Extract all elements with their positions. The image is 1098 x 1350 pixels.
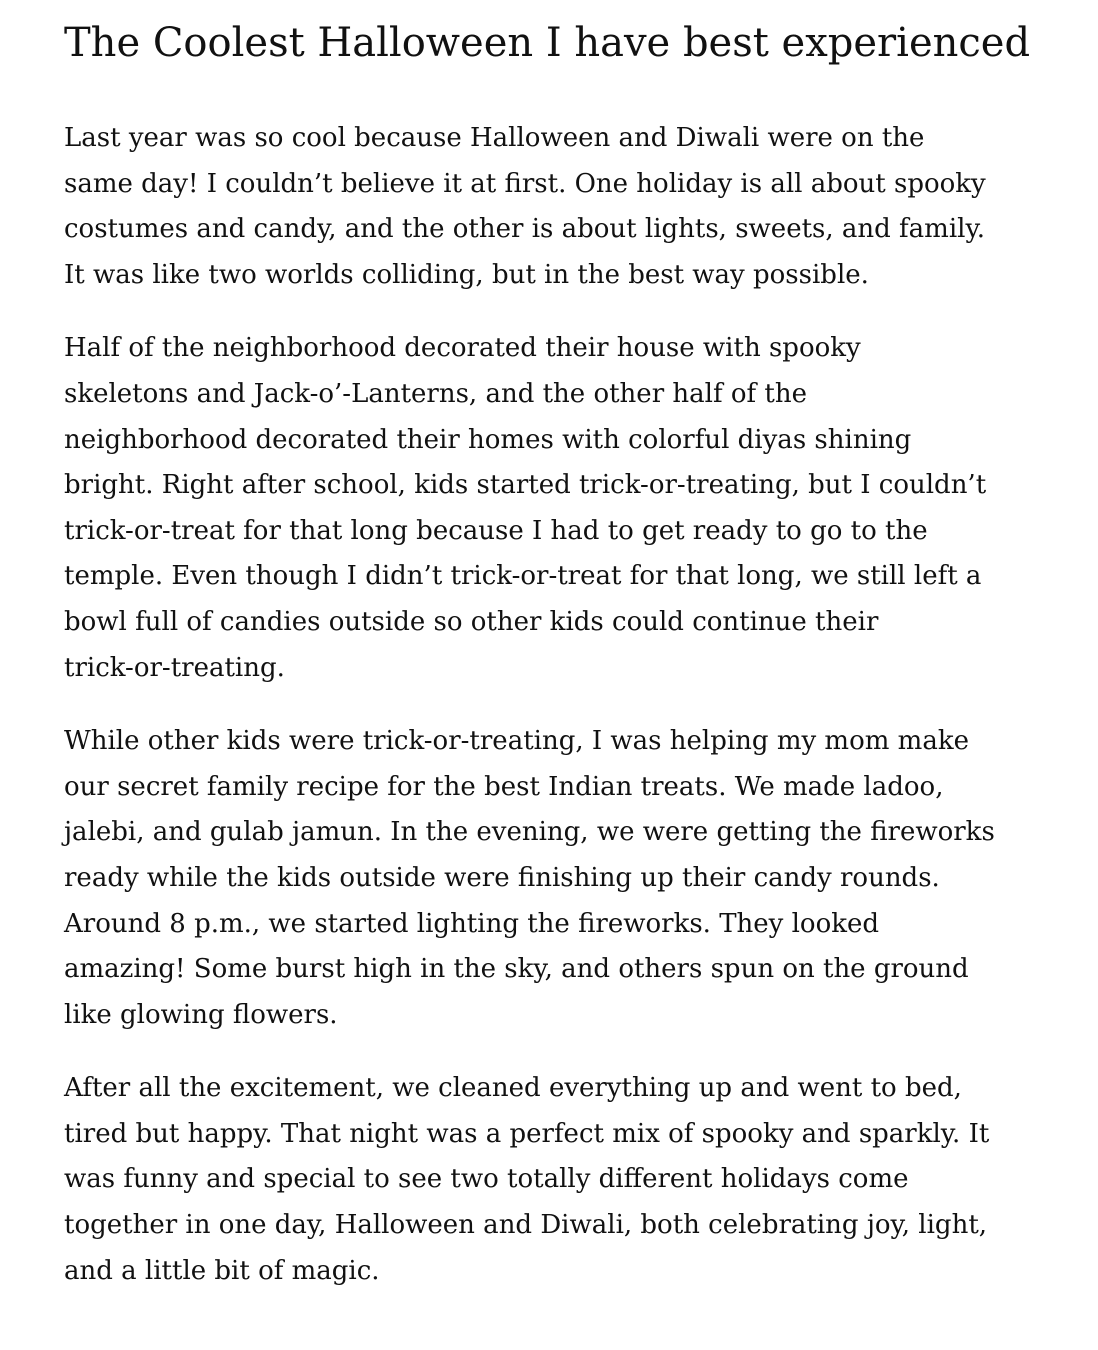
- paragraph-line: was funny and special to see two totally different holidays come: [64, 1164, 909, 1195]
- paragraph-line: jalebi, and gulab jamun. In the evening, we were getting the fireworks: [64, 817, 995, 848]
- paragraph-line: costumes and candy, and the other is about lights, sweets, and family.: [64, 214, 985, 245]
- document-title: The Coolest Halloween I have best experienced: [64, 20, 1031, 66]
- paragraph-line: same day! I couldn’t believe it at first. One holiday is all about spooky: [64, 168, 986, 199]
- paragraph-line: While other kids were trick-or-treating, I was helping my mom make: [64, 726, 969, 757]
- paragraph-4: [64, 1066, 1074, 1294]
- paragraph-line: together in one day, Halloween and Diwali, both celebrating joy, light,: [64, 1210, 988, 1241]
- paragraph-line: bright. Right after school, kids started trick-or-treating, but I couldn’t: [64, 470, 987, 501]
- paragraph-line: trick-or-treating.: [64, 652, 285, 683]
- paragraph-line: trick-or-treat for that long because I had to get ready to go to the: [64, 515, 928, 546]
- paragraph-1: [64, 116, 1074, 298]
- paragraph-line: skeletons and Jack-o’-Lanterns, and the other half of the: [64, 378, 807, 409]
- paragraph-line: like glowing flowers.: [64, 999, 338, 1030]
- paragraph-line: Last year was so cool because Halloween and Diwali were on the: [64, 123, 925, 153]
- paragraph-line: It was like two worlds colliding, but in the best way possible.: [64, 259, 869, 290]
- paragraph-line: Around 8 p.m., we started lighting the fireworks. They looked: [64, 908, 880, 939]
- paragraph-line: bowl full of candies outside so other kids could continue their: [64, 606, 879, 637]
- paragraph-line: neighborhood decorated their homes with colorful diyas shining: [64, 424, 912, 455]
- paragraph-line: tired but happy. That night was a perfect mix of spooky and sparkly. It: [64, 1118, 990, 1149]
- paragraph-line: ready while the kids outside were finishing up their candy rounds.: [64, 862, 940, 893]
- paragraph-line: Half of the neighborhood decorated their house with spooky: [64, 333, 861, 364]
- paragraph-line: amazing! Some burst high in the sky, and others spun on the ground: [64, 954, 969, 985]
- document-page: [64, 16, 1074, 1322]
- paragraph-3: [64, 719, 1074, 1038]
- paragraph-2: [64, 326, 1074, 691]
- paragraph-line: After all the excitement, we cleaned everything up and went to bed,: [64, 1073, 962, 1104]
- paragraph-line: temple. Even though I didn’t trick-or-treat for that long, we still left a: [64, 561, 982, 592]
- paragraph-line: and a little bit of magic.: [64, 1255, 380, 1286]
- paragraph-line: our secret family recipe for the best Indian treats. We made ladoo,: [64, 771, 944, 802]
